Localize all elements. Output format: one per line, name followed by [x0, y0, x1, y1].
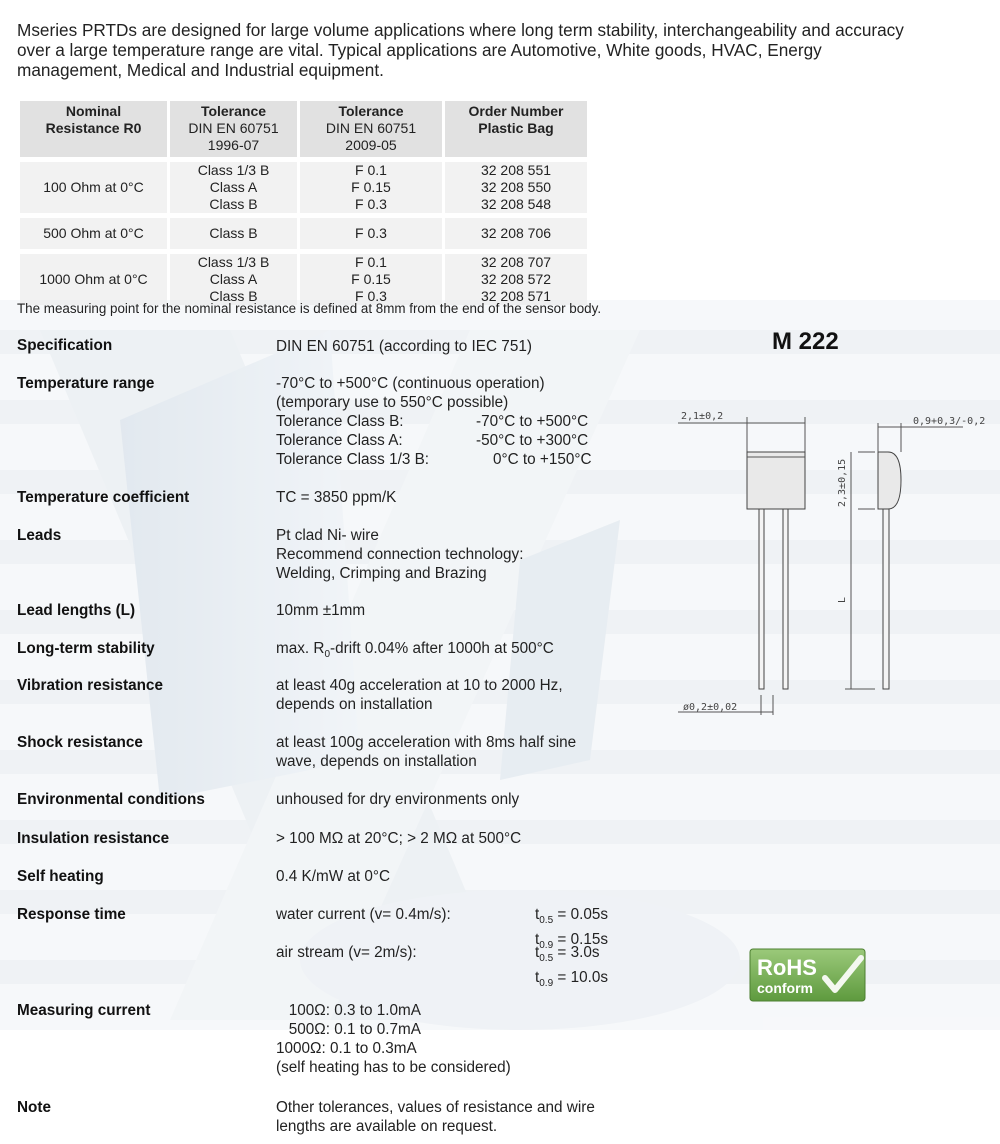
response-water-values: $t_{0.5} = 0.05s$ $t_{0.9} = 0.15s$: [535, 906, 609, 952]
model-title: M 222: [772, 328, 839, 355]
spec-value-insulation: > 100 MΩ at 20°C; > 2 MΩ at 500°C: [276, 830, 522, 847]
spec-label-long-term-stability: Long-term stability: [17, 640, 155, 657]
table-row: [20, 254, 587, 305]
spec-label-lead-lengths: Lead lengths (L): [17, 602, 136, 619]
spec-value-measuring-current: 100Ω: 0.3 to 1.0mA 500Ω: 0.1 to 0.7mA 1000Ω: 0.1 to 0.3mA (self heating has to be considered): [276, 1002, 511, 1076]
spec-label-temperature-range: Temperature range: [17, 375, 155, 392]
table-row: [20, 218, 587, 249]
table-cell: F 0.1 F 0.15 F 0.3: [300, 254, 442, 305]
spec-label-response-time: Response time: [17, 906, 126, 923]
spec-label-environmental: Environmental conditions: [17, 791, 205, 808]
rohs-conform-badge: [749, 948, 866, 1002]
spec-label-temperature-coefficient: Temperature coefficient: [17, 489, 190, 506]
spec-label-vibration: Vibration resistance: [17, 677, 163, 694]
table-cell: Class 1/3 B Class A Class B: [170, 254, 297, 305]
header-nominal: Nominal Resistance R0: [20, 101, 167, 157]
header-order-number: Order Number Plastic Bag: [445, 101, 587, 157]
table-cell: 1000 Ohm at 0°C: [20, 254, 167, 305]
dim-height-label: 2,3±0,15: [837, 458, 848, 507]
dim-thickness-label: 0,9+0,3/-0,2: [913, 416, 986, 427]
sensor-dimension-drawing: [673, 405, 986, 720]
header-tolerance-2009: Tolerance DIN EN 60751 2009-05: [300, 101, 442, 157]
table-cell: 32 208 706: [445, 218, 587, 249]
table-cell: 100 Ohm at 0°C: [20, 162, 167, 213]
spec-value-self-heating: 0.4 K/mW at 0°C: [276, 868, 391, 885]
spec-label-shock: Shock resistance: [17, 734, 143, 751]
spec-label-specification: Specification: [17, 337, 113, 354]
measuring-point-note: The measuring point for the nominal resistance is defined at 8mm from the end of the sensor body.: [17, 301, 602, 316]
resistance-table: [17, 101, 590, 305]
spec-value-response-water: water current (v= 0.4m/s):: [276, 906, 451, 923]
spec-value-temperature-range: -70°C to +500°C (continuous operation) (temporary use to 550°C possible) Tolerance Class B: -70°C to +500°C Tolerance Class A: -50°C to +300°C Tolerance Class 1/3 B: 0°C to +150°C: [276, 375, 592, 468]
table-cell: Class B: [170, 218, 297, 249]
spec-value-specification: DIN EN 60751 (according to IEC 751): [276, 338, 532, 355]
spec-value-response-air: air stream (v= 2m/s):: [276, 944, 417, 961]
spec-value-long-term-stability: max. $R_0$-drift 0.04% after 1000h at 500°C: [276, 640, 554, 661]
header-tolerance-1996: Tolerance DIN EN 60751 1996-07: [170, 101, 297, 157]
table-cell: 500 Ohm at 0°C: [20, 218, 167, 249]
dim-length-label: L: [837, 596, 848, 603]
spec-value-leads: Pt clad Ni- wire Recommend connection technology: Welding, Crimping and Brazing: [276, 527, 524, 582]
intro-paragraph: Mseries PRTDs are designed for large volume applications where long term stability, interchangeability and accuracy over a large temperature range are vital. Typical applications are Automotive, White goods, HVAC, Energy management, Medical and Industrial equipment.: [17, 20, 904, 80]
spec-value-lead-lengths: 10mm ±1mm: [276, 602, 366, 619]
table-cell: F 0.3: [300, 218, 442, 249]
table-cell: 32 208 707 32 208 572 32 208 571: [445, 254, 587, 305]
table-header-row: [20, 101, 587, 157]
spec-label-insulation: Insulation resistance: [17, 830, 170, 847]
spec-value-shock: at least 100g acceleration with 8ms half sine wave, depends on installation: [276, 734, 577, 770]
response-air-values: $t_{0.5} = 3.0s$ $t_{0.9} = 10.0s$: [535, 944, 609, 990]
dim-wire-label: ø0,2±0,02: [683, 702, 738, 713]
spec-label-self-heating: Self heating: [17, 868, 104, 885]
rohs-text: RoHS: [757, 955, 817, 980]
table-cell: F 0.1 F 0.15 F 0.3: [300, 162, 442, 213]
dim-width-label: 2,1±0,2: [681, 411, 724, 422]
spec-value-environmental: unhoused for dry environments only: [276, 791, 520, 808]
spec-label-measuring-current: Measuring current: [17, 1002, 151, 1019]
table-cell: Class 1/3 B Class A Class B: [170, 162, 297, 213]
table-row: [20, 162, 587, 213]
spec-value-vibration: at least 40g acceleration at 10 to 2000 Hz, depends on installation: [276, 677, 563, 713]
spec-label-note: Note: [17, 1099, 51, 1116]
spec-label-leads: Leads: [17, 527, 62, 544]
spec-value-temperature-coefficient: TC = 3850 ppm/K: [276, 489, 397, 506]
rohs-conform-text: conform: [757, 980, 813, 996]
table-cell: 32 208 551 32 208 550 32 208 548: [445, 162, 587, 213]
spec-value-note: Other tolerances, values of resistance and wire lengths are available on request.: [276, 1099, 595, 1135]
